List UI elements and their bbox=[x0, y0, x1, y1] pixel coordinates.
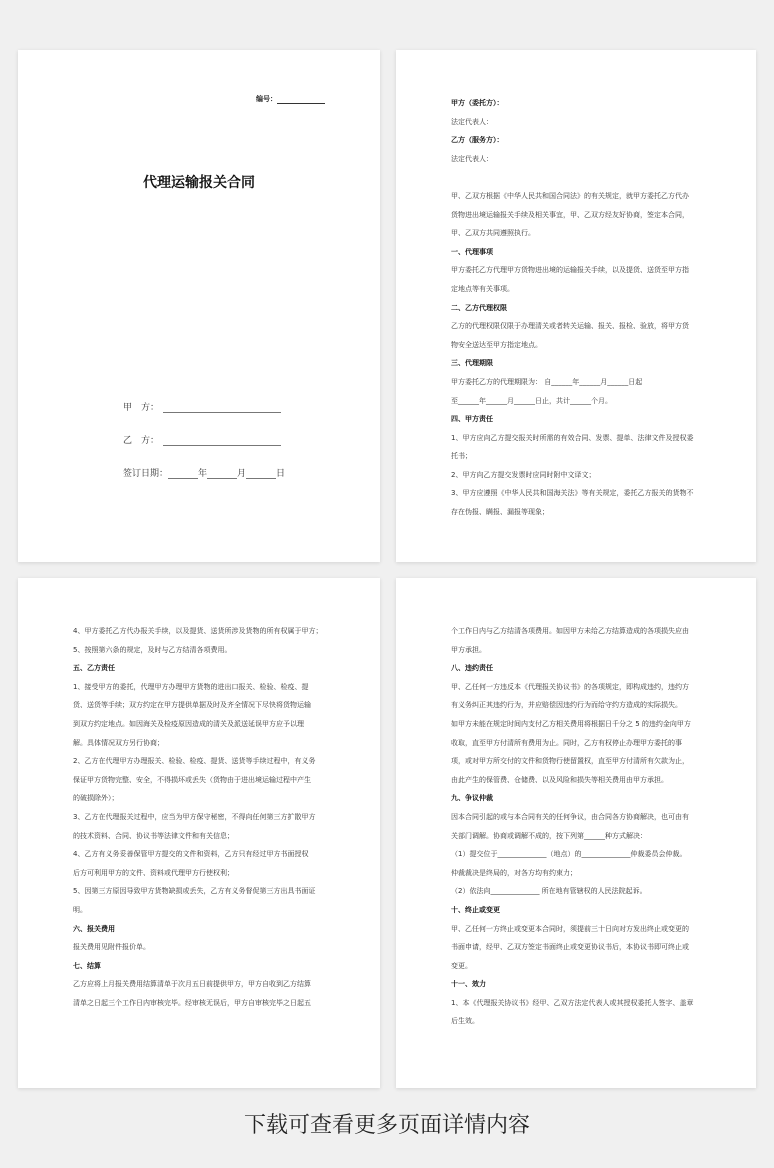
paragraph-line: （2）依法向______________ 所在地有管辖权的人民法院起诉。 bbox=[451, 887, 647, 896]
paragraph-line: 仲裁裁决是终局的，对各方均有约束力； bbox=[451, 868, 577, 877]
paragraph-line: 3、乙方在代理报关过程中，应当为甲方保守秘密，不得向任何第三方扩散甲方 bbox=[73, 812, 316, 821]
paragraph-line: 如甲方未能在规定时间内支付乙方相关费用将根据日千分之 5 的违约金向甲方 bbox=[451, 719, 691, 728]
sign-month-label: 月 bbox=[237, 469, 247, 479]
paragraph-line: 个工作日内与乙方结清各项费用。如因甲方未给乙方结算造成的各项损失应由 bbox=[451, 627, 689, 635]
section-heading: 八、违约责任 bbox=[451, 664, 493, 673]
paragraph-line: 因本合同引起的或与本合同有关的任何争议，由合同各方协商解决，也可由有 bbox=[451, 812, 689, 821]
paragraph-line: 甲、乙任何一方终止或变更本合同时，须提前三十日向对方发出终止或变更的 bbox=[451, 924, 689, 933]
paragraph-line: 法定代表人： bbox=[451, 154, 493, 163]
paragraph-line: 甲、乙双方共同遵照执行。 bbox=[451, 229, 535, 238]
paragraph-line: 由此产生的保管费、仓储费、以及风险和损失等相关费用由甲方承担。 bbox=[451, 775, 668, 784]
contract-number bbox=[256, 94, 325, 104]
page-3-body bbox=[73, 622, 340, 1012]
paragraph-line: 保证甲方货物完整、安全，不得损坏或丢失（货物由于进出境运输过程中产生 bbox=[73, 775, 311, 784]
sign-date-line bbox=[123, 466, 285, 479]
paragraph-line: 的破损除外）； bbox=[73, 794, 119, 803]
sign-year-label: 年 bbox=[198, 469, 208, 479]
party-a-line bbox=[123, 400, 281, 413]
section-heading: 四、甲方责任 bbox=[451, 415, 493, 424]
paragraph-line: 5、因第三方原因导致甲方货物缺损或丢失，乙方有义务督促第三方出具书面证 bbox=[73, 887, 316, 896]
sign-day-label: 日 bbox=[276, 469, 286, 479]
paragraph-line: 5、按照第六条的规定，及时与乙方结清各项费用。 bbox=[73, 645, 232, 654]
sign-date-label: 签订日期： bbox=[123, 469, 169, 479]
paragraph-line: 1、本《代理报关协议书》经甲、乙双方法定代表人或其授权委托人签字、盖章 bbox=[451, 998, 694, 1007]
paragraph-line: 收取，直至甲方付清所有费用为止。同时，乙方有权停止办理甲方委托的事 bbox=[451, 738, 682, 747]
paragraph-line: 明。 bbox=[73, 905, 87, 914]
paragraph-line: 项，或对甲方所交付的文件和货物行使留置权，直至甲方付清所有欠款为止， bbox=[451, 757, 689, 766]
section-heading: 六、报关费用 bbox=[73, 924, 115, 933]
section-heading: 十、终止或变更 bbox=[451, 905, 500, 914]
paragraph-line: 乙方应将上月报关费用结算清单于次月五日前提供甲方，甲方自收到乙方结算 bbox=[73, 980, 311, 989]
paragraph-line: 货物进出境运输报关手续及相关事宜，甲、乙双方经友好协商，签定本合同， bbox=[451, 210, 689, 219]
paragraph-line: 乙方的代理权限仅限于办理清关或者转关运输、报关、报检、验放，将甲方货 bbox=[451, 322, 689, 331]
download-more-caption: 下载可查看更多页面详情内容 bbox=[243, 1113, 530, 1138]
section-heading: 乙方（服务方）： bbox=[451, 136, 504, 145]
section-heading: 十一、效力 bbox=[451, 980, 486, 989]
paragraph-line: 甲、乙双方根据《中华人民共和国合同法》的有关规定，就甲方委托乙方代办 bbox=[451, 191, 689, 200]
paragraph-line: 书面申请，经甲、乙双方签定书面终止或变更协议书后，本协议书即可终止或 bbox=[451, 943, 689, 952]
contract-number-blank bbox=[277, 95, 325, 104]
paragraph-line: 4、乙方有义务妥善保管甲方提交的文件和资料，乙方只有经过甲方书面授权 bbox=[73, 850, 309, 859]
sign-year-blank bbox=[168, 468, 198, 479]
party-b-label: 乙 方： bbox=[123, 436, 160, 446]
paragraph-line: 货、送货等手续；双方约定在甲方提供单据及时及齐全情况下尽快将货物运输 bbox=[73, 701, 311, 710]
document-title: 代理运输报关合同 bbox=[143, 175, 255, 191]
section-heading: 甲方（委托方）： bbox=[451, 99, 504, 107]
party-b-line bbox=[123, 433, 281, 446]
paragraph-line bbox=[451, 168, 716, 187]
contract-number-label: 编号： bbox=[256, 95, 277, 103]
contract-page-4 bbox=[396, 578, 756, 1088]
paragraph-line: 到双方约定地点。如因海关及检疫原因造成的清关及派送延误甲方应予以理 bbox=[73, 719, 304, 728]
paragraph-line: 解。具体情况双方另行协商； bbox=[73, 738, 164, 747]
paragraph-line: 甲方委托乙方的代理期限为： 自______年______月______日起 bbox=[451, 377, 643, 386]
section-heading: 一、代理事项 bbox=[451, 247, 493, 256]
section-heading: 三、代理期限 bbox=[451, 359, 493, 368]
paragraph-line: 定地点等有关事项。 bbox=[451, 284, 514, 293]
contract-page-cover bbox=[18, 50, 380, 562]
paragraph-line: 3、甲方应遵照《中华人民共和国海关法》等有关规定，委托乙方报关的货物不 bbox=[451, 489, 694, 498]
paragraph-line: 甲、乙任何一方违反本《代理报关协议书》的各项规定，即构成违约，违约方 bbox=[451, 682, 689, 691]
paragraph-line: 变更。 bbox=[451, 961, 472, 970]
paragraph-line: 的技术资料、合同、协议书等法律文件和有关信息； bbox=[73, 831, 234, 840]
paragraph-line: 甲方委托乙方代理甲方货物进出境的运输报关手续，以及提货、送货至甲方指 bbox=[451, 266, 689, 275]
paragraph-line: 后方可利用甲方的文件、资料或代理甲方行使权利； bbox=[73, 868, 234, 877]
section-heading: 五、乙方责任 bbox=[73, 664, 115, 673]
paragraph-line: 后生效。 bbox=[451, 1017, 479, 1026]
section-heading: 二、乙方代理权限 bbox=[451, 303, 507, 312]
paragraph-line: 法定代表人： bbox=[451, 117, 493, 126]
paragraph-line: 甲方承担。 bbox=[451, 645, 486, 654]
paragraph-line: 托书； bbox=[451, 452, 472, 461]
paragraph-line: 2、乙方在代理甲方办理报关、检验、检疫、提货、送货等手续过程中，有义务 bbox=[73, 757, 316, 766]
paragraph-line: 关部门调解。协商或调解不成的，按下列第______种方式解决： bbox=[451, 831, 647, 840]
sign-day-blank bbox=[246, 468, 276, 479]
page-4-body bbox=[451, 622, 716, 1031]
party-a-blank bbox=[163, 402, 281, 413]
party-a-label: 甲 方： bbox=[123, 403, 160, 413]
page-2-body bbox=[451, 94, 716, 522]
paragraph-line: 清单之日起三个工作日内审核完毕。经审核无误后，甲方自审核完毕之日起五 bbox=[73, 998, 311, 1007]
paragraph-line: 1、接受甲方的委托，代理甲方办理甲方货物的进出口报关、检验、检疫、提 bbox=[73, 682, 309, 691]
section-heading: 七、结算 bbox=[73, 961, 101, 970]
paragraph-line: 物安全送达至甲方指定地点。 bbox=[451, 340, 542, 349]
contract-page-2 bbox=[396, 50, 756, 562]
sign-month-blank bbox=[207, 468, 237, 479]
paragraph-line: 报关费用见附件报价单。 bbox=[73, 943, 150, 952]
paragraph-line: 至______年______月______日止，共计______个月。 bbox=[451, 396, 612, 405]
party-b-blank bbox=[163, 435, 281, 446]
section-heading: 九、争议仲裁 bbox=[451, 794, 493, 803]
paragraph-line: 存在伪报、瞒报、漏报等现象； bbox=[451, 508, 549, 517]
paragraph-line: 1、甲方应向乙方提交报关时所需的有效合同、发票、提单、法律文件及授权委 bbox=[451, 433, 694, 442]
paragraph-line: （1）提交位于______________（地点）的______________仲裁委员会仲裁。 bbox=[451, 850, 687, 859]
contract-page-3 bbox=[18, 578, 380, 1088]
paragraph-line: 有义务纠正其违约行为，并应赔偿因违约行为而给守约方造成的实际损失。 bbox=[451, 701, 682, 710]
paragraph-line: 4、甲方委托乙方代办报关手续，以及提货、送货所涉及货物的所有权属于甲方； bbox=[73, 627, 323, 635]
paragraph-line: 2、甲方向乙方提交发票时应同时附中文译文； bbox=[451, 470, 596, 479]
